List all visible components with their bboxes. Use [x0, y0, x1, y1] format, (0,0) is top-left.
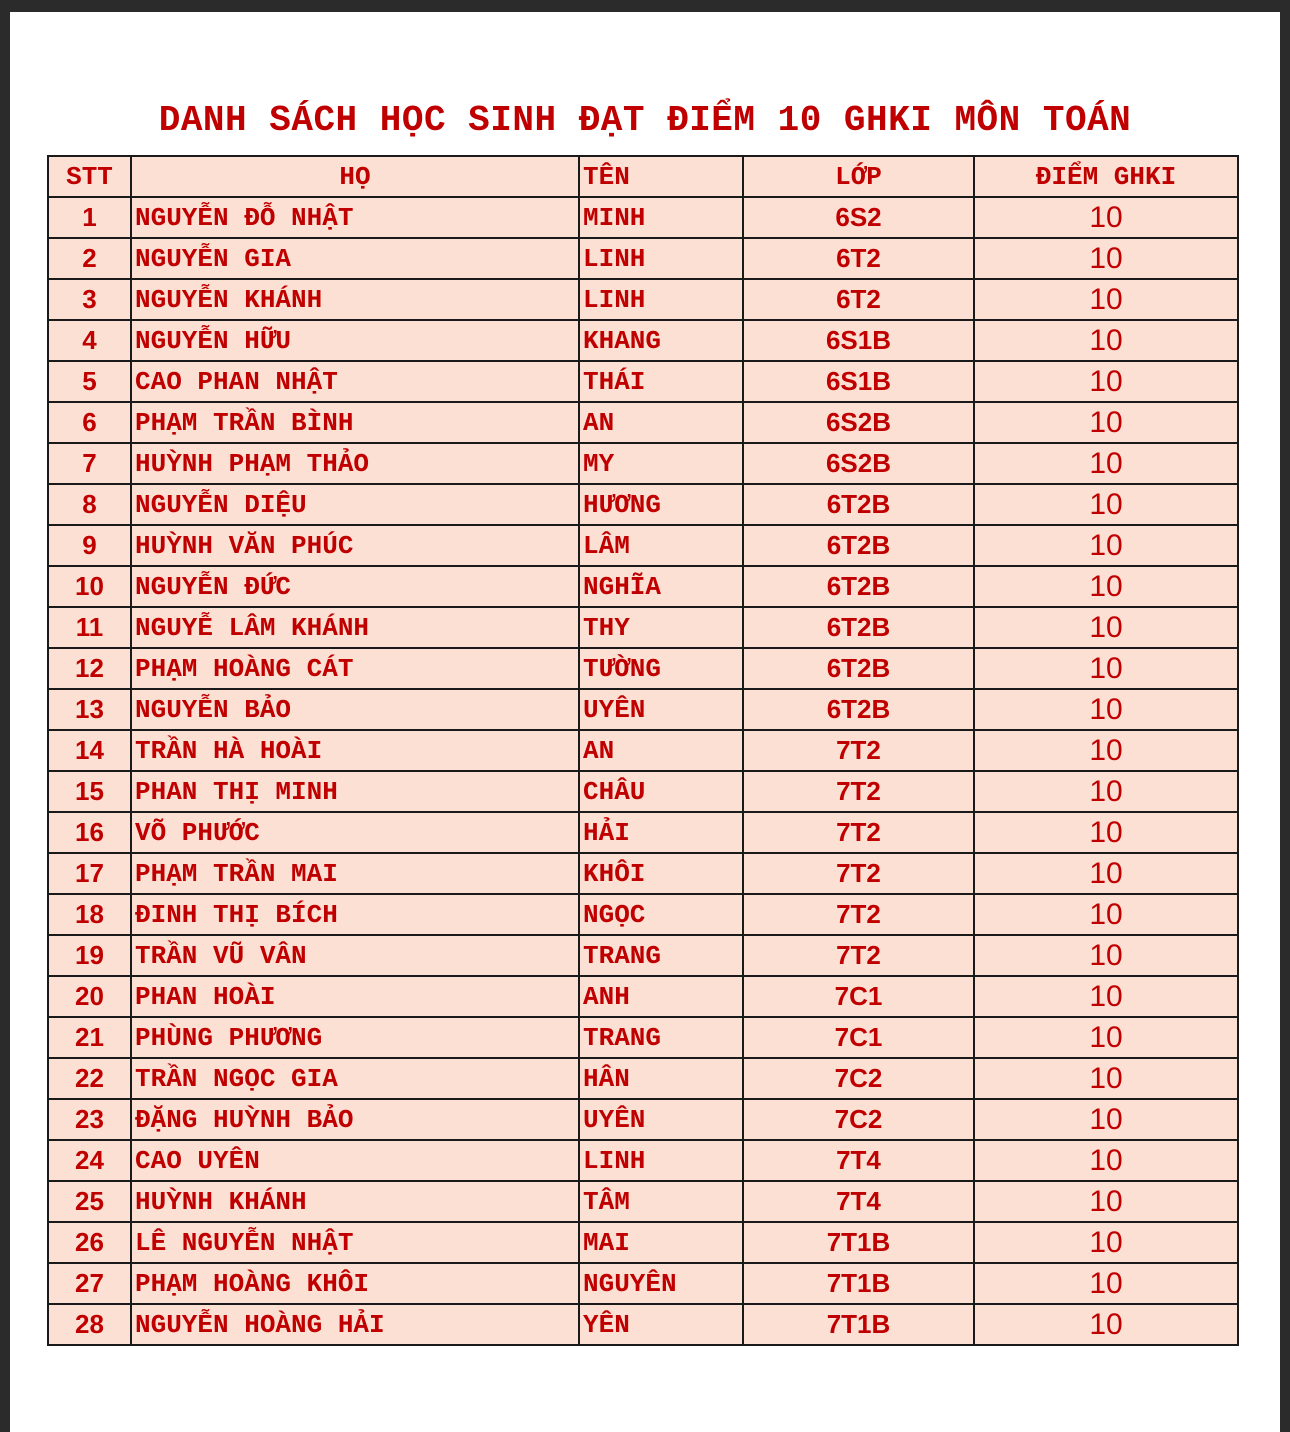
table-row [48, 525, 1238, 566]
cell-ho: PHAN THỊ MINH [131, 771, 579, 812]
cell-ho: NGUYỄN DIỆU [131, 484, 579, 525]
cell-ten: KHANG [579, 320, 743, 361]
cell-stt: 12 [48, 648, 131, 689]
cell-stt: 25 [48, 1181, 131, 1222]
table-row [48, 484, 1238, 525]
cell-lop: 7T4 [743, 1140, 974, 1181]
cell-ho: NGUYỄN ĐỖ NHẬT [131, 197, 579, 238]
cell-lop: 6S2B [743, 443, 974, 484]
cell-ten: TƯỜNG [579, 648, 743, 689]
cell-lop: 7T4 [743, 1181, 974, 1222]
cell-stt: 14 [48, 730, 131, 771]
cell-diem: 10 [974, 853, 1238, 894]
cell-ho: TRẦN NGỌC GIA [131, 1058, 579, 1099]
cell-lop: 6S1B [743, 361, 974, 402]
table-row [48, 1263, 1238, 1304]
cell-ho: ĐẶNG HUỲNH BẢO [131, 1099, 579, 1140]
cell-ten: AN [579, 402, 743, 443]
cell-diem: 10 [974, 648, 1238, 689]
table-row [48, 648, 1238, 689]
cell-ten: TRANG [579, 935, 743, 976]
cell-diem: 10 [974, 279, 1238, 320]
table-row [48, 320, 1238, 361]
header-stt: STT [48, 156, 131, 197]
cell-lop: 6T2 [743, 279, 974, 320]
cell-ho: NGUYỄN HỮU [131, 320, 579, 361]
cell-ho: HUỲNH KHÁNH [131, 1181, 579, 1222]
table-body [48, 197, 1238, 1345]
cell-stt: 27 [48, 1263, 131, 1304]
cell-stt: 8 [48, 484, 131, 525]
cell-ten: TÂM [579, 1181, 743, 1222]
cell-ten: UYÊN [579, 689, 743, 730]
cell-ho: NGUYỄN ĐỨC [131, 566, 579, 607]
cell-diem: 10 [974, 1181, 1238, 1222]
cell-lop: 7T2 [743, 853, 974, 894]
table-row [48, 361, 1238, 402]
table-row [48, 402, 1238, 443]
cell-stt: 11 [48, 607, 131, 648]
cell-stt: 7 [48, 443, 131, 484]
table-row [48, 853, 1238, 894]
cell-lop: 6T2B [743, 648, 974, 689]
cell-diem: 10 [974, 1222, 1238, 1263]
cell-stt: 10 [48, 566, 131, 607]
cell-stt: 18 [48, 894, 131, 935]
header-lop: LỚP [743, 156, 974, 197]
cell-lop: 7C2 [743, 1099, 974, 1140]
cell-lop: 6T2B [743, 525, 974, 566]
cell-ten: HƯƠNG [579, 484, 743, 525]
cell-diem: 10 [974, 607, 1238, 648]
cell-stt: 20 [48, 976, 131, 1017]
table-row [48, 935, 1238, 976]
cell-stt: 6 [48, 402, 131, 443]
cell-diem: 10 [974, 566, 1238, 607]
cell-diem: 10 [974, 771, 1238, 812]
cell-lop: 7T1B [743, 1222, 974, 1263]
cell-ten: CHÂU [579, 771, 743, 812]
document-title: DANH SÁCH HỌC SINH ĐẠT ĐIỂM 10 GHKI MÔN TOÁN [158, 100, 1132, 141]
cell-ten: YÊN [579, 1304, 743, 1345]
table-row [48, 689, 1238, 730]
cell-diem: 10 [974, 1304, 1238, 1345]
cell-lop: 7T2 [743, 730, 974, 771]
cell-lop: 7T2 [743, 812, 974, 853]
cell-ten: ANH [579, 976, 743, 1017]
cell-diem: 10 [974, 894, 1238, 935]
cell-ten: LINH [579, 279, 743, 320]
table-row [48, 197, 1238, 238]
cell-ho: HUỲNH PHẠM THẢO [131, 443, 579, 484]
cell-ho: ĐINH THỊ BÍCH [131, 894, 579, 935]
cell-ho: VÕ PHƯỚC [131, 812, 579, 853]
cell-diem: 10 [974, 976, 1238, 1017]
cell-stt: 23 [48, 1099, 131, 1140]
cell-stt: 24 [48, 1140, 131, 1181]
cell-stt: 9 [48, 525, 131, 566]
cell-ten: UYÊN [579, 1099, 743, 1140]
cell-lop: 7T2 [743, 935, 974, 976]
cell-stt: 13 [48, 689, 131, 730]
table-row [48, 894, 1238, 935]
cell-ho: NGUYỄN GIA [131, 238, 579, 279]
cell-ho: NGUYỄN KHÁNH [131, 279, 579, 320]
cell-ten: NGUYÊN [579, 1263, 743, 1304]
cell-diem: 10 [974, 484, 1238, 525]
cell-lop: 6S1B [743, 320, 974, 361]
cell-diem: 10 [974, 238, 1238, 279]
table-row [48, 771, 1238, 812]
header-row [48, 156, 1238, 197]
cell-ten: HÂN [579, 1058, 743, 1099]
cell-stt: 21 [48, 1017, 131, 1058]
table-row [48, 976, 1238, 1017]
cell-ten: THÁI [579, 361, 743, 402]
cell-diem: 10 [974, 197, 1238, 238]
table-row [48, 1099, 1238, 1140]
cell-stt: 19 [48, 935, 131, 976]
table-row [48, 1058, 1238, 1099]
cell-lop: 7C1 [743, 1017, 974, 1058]
cell-diem: 10 [974, 525, 1238, 566]
cell-lop: 6T2B [743, 607, 974, 648]
cell-lop: 6T2 [743, 238, 974, 279]
cell-lop: 7T1B [743, 1263, 974, 1304]
cell-lop: 6T2B [743, 484, 974, 525]
cell-ten: THY [579, 607, 743, 648]
cell-lop: 7T1B [743, 1304, 974, 1345]
cell-diem: 10 [974, 730, 1238, 771]
cell-ho: PHẠM TRẦN MAI [131, 853, 579, 894]
cell-ho: TRẦN VŨ VÂN [131, 935, 579, 976]
cell-stt: 26 [48, 1222, 131, 1263]
cell-ten: LÂM [579, 525, 743, 566]
cell-ho: PHAN HOÀI [131, 976, 579, 1017]
cell-diem: 10 [974, 361, 1238, 402]
cell-stt: 15 [48, 771, 131, 812]
cell-lop: 7C1 [743, 976, 974, 1017]
cell-diem: 10 [974, 320, 1238, 361]
header-ten: TÊN [579, 156, 743, 197]
cell-ten: MAI [579, 1222, 743, 1263]
table-row [48, 1140, 1238, 1181]
cell-ho: PHẠM HOÀNG CÁT [131, 648, 579, 689]
cell-diem: 10 [974, 1058, 1238, 1099]
cell-ho: NGUYỄN HOÀNG HẢI [131, 1304, 579, 1345]
table-row [48, 566, 1238, 607]
cell-stt: 17 [48, 853, 131, 894]
cell-lop: 6T2B [743, 689, 974, 730]
cell-lop: 6S2 [743, 197, 974, 238]
cell-lop: 7C2 [743, 1058, 974, 1099]
table-row [48, 279, 1238, 320]
cell-ten: TRANG [579, 1017, 743, 1058]
cell-lop: 6T2B [743, 566, 974, 607]
table-row [48, 1222, 1238, 1263]
cell-ten: LINH [579, 238, 743, 279]
cell-diem: 10 [974, 689, 1238, 730]
table-row [48, 1304, 1238, 1345]
cell-ten: MINH [579, 197, 743, 238]
cell-diem: 10 [974, 935, 1238, 976]
cell-ten: MY [579, 443, 743, 484]
cell-ten: NGHĨA [579, 566, 743, 607]
cell-ten: LINH [579, 1140, 743, 1181]
cell-stt: 16 [48, 812, 131, 853]
cell-stt: 4 [48, 320, 131, 361]
cell-diem: 10 [974, 1017, 1238, 1058]
cell-ho: LÊ NGUYỄN NHẬT [131, 1222, 579, 1263]
cell-lop: 7T2 [743, 771, 974, 812]
cell-stt: 5 [48, 361, 131, 402]
cell-ten: AN [579, 730, 743, 771]
table-row [48, 812, 1238, 853]
header-diem: ĐIỂM GHKI [974, 156, 1238, 197]
table-row [48, 238, 1238, 279]
cell-lop: 6S2B [743, 402, 974, 443]
table-row [48, 443, 1238, 484]
cell-diem: 10 [974, 443, 1238, 484]
table-row [48, 1017, 1238, 1058]
header-ho: HỌ [131, 156, 579, 197]
cell-ho: NGUYỄ LÂM KHÁNH [131, 607, 579, 648]
table-row [48, 730, 1238, 771]
cell-diem: 10 [974, 402, 1238, 443]
cell-ho: NGUYỄN BẢO [131, 689, 579, 730]
cell-ho: CAO PHAN NHẬT [131, 361, 579, 402]
cell-stt: 3 [48, 279, 131, 320]
cell-stt: 22 [48, 1058, 131, 1099]
cell-diem: 10 [974, 1140, 1238, 1181]
cell-lop: 7T2 [743, 894, 974, 935]
cell-diem: 10 [974, 1263, 1238, 1304]
student-table [47, 155, 1239, 1346]
cell-stt: 1 [48, 197, 131, 238]
table-row [48, 607, 1238, 648]
cell-ten: HẢI [579, 812, 743, 853]
cell-stt: 28 [48, 1304, 131, 1345]
cell-ho: PHẠM TRẦN BÌNH [131, 402, 579, 443]
cell-ho: PHẠM HOÀNG KHÔI [131, 1263, 579, 1304]
table-row [48, 1181, 1238, 1222]
cell-ho: PHÙNG PHƯƠNG [131, 1017, 579, 1058]
cell-ho: HUỲNH VĂN PHÚC [131, 525, 579, 566]
cell-ho: TRẦN HÀ HOÀI [131, 730, 579, 771]
cell-ten: NGỌC [579, 894, 743, 935]
cell-stt: 2 [48, 238, 131, 279]
cell-diem: 10 [974, 812, 1238, 853]
cell-diem: 10 [974, 1099, 1238, 1140]
cell-ten: KHÔI [579, 853, 743, 894]
cell-ho: CAO UYÊN [131, 1140, 579, 1181]
